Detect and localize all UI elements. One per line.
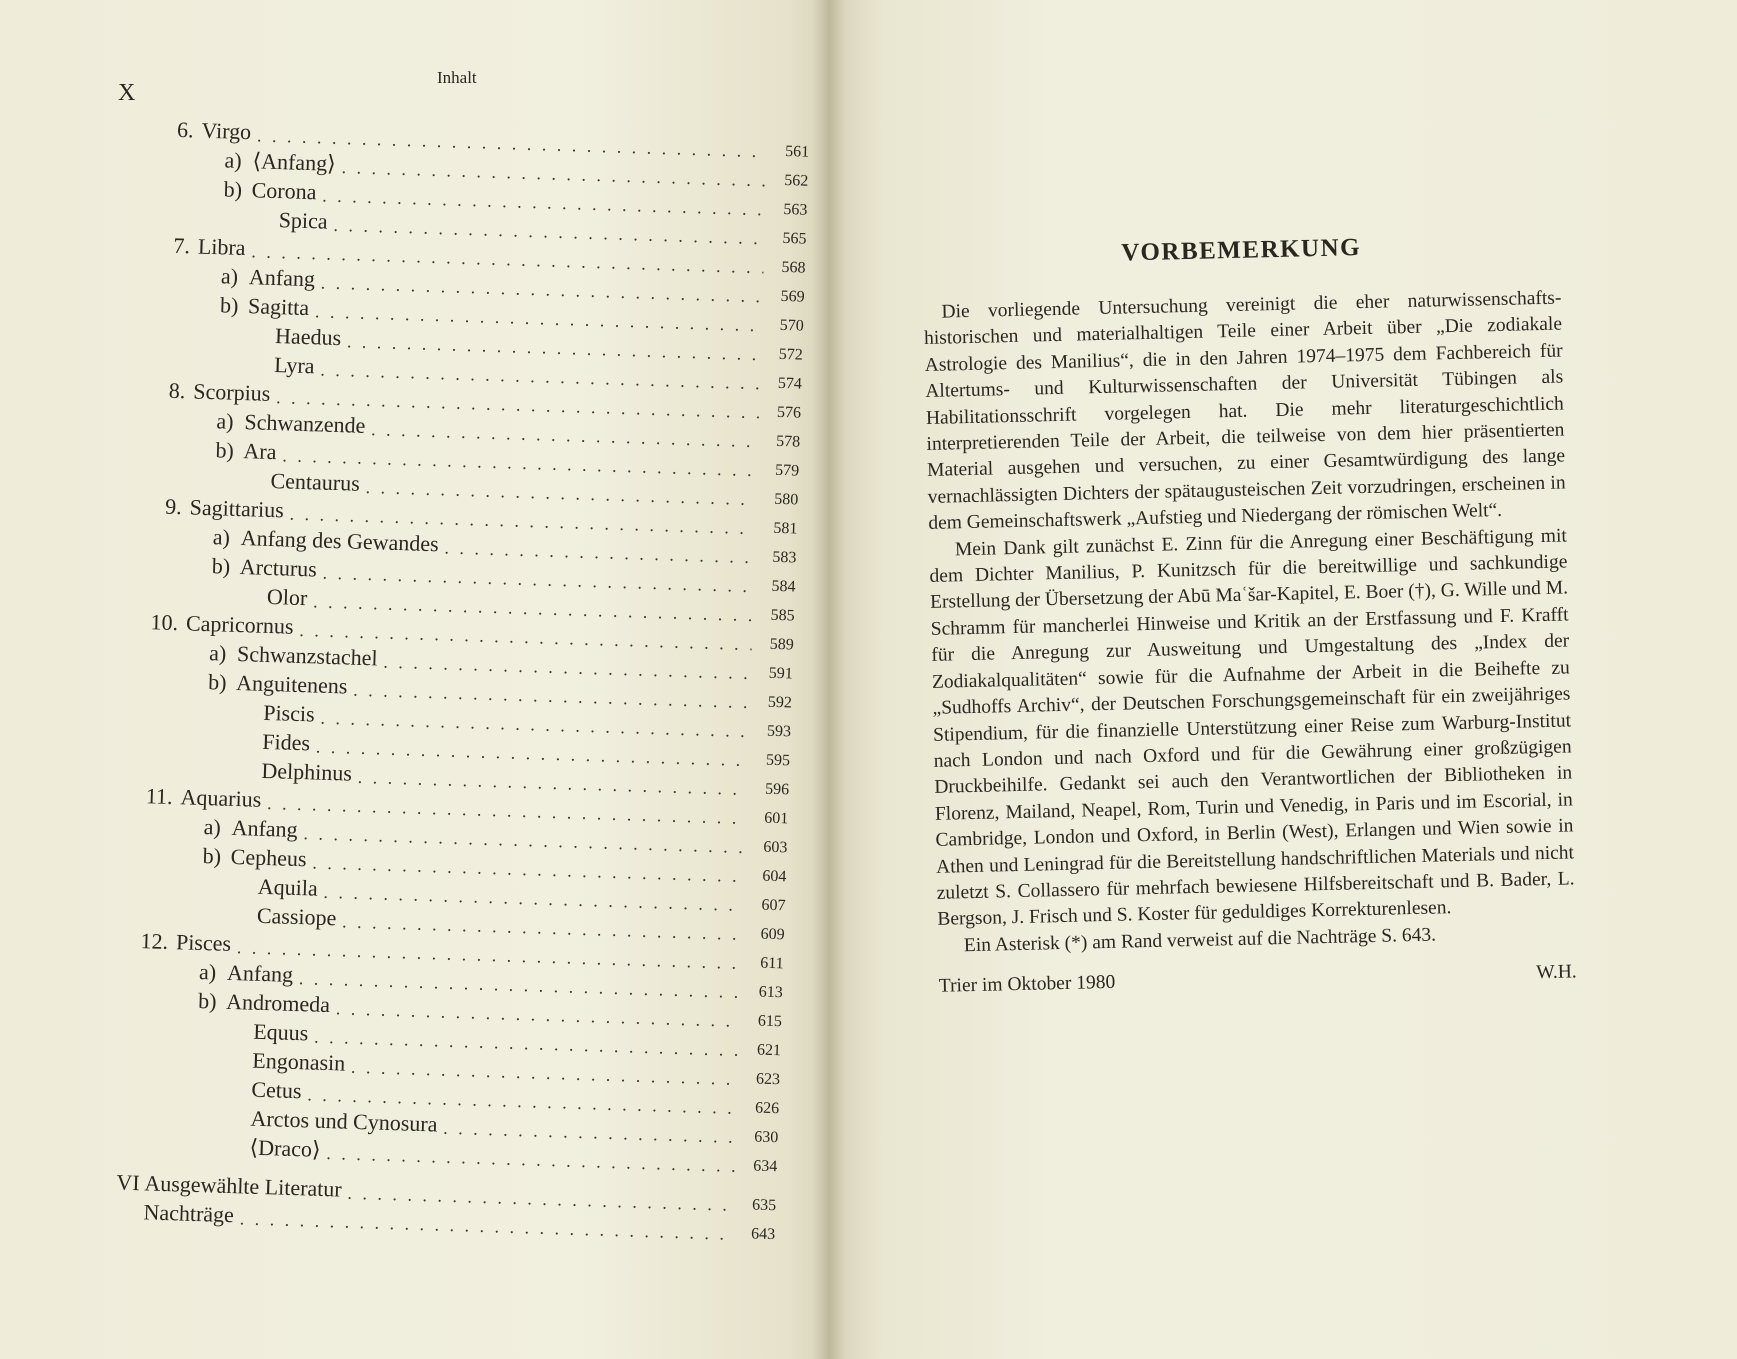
toc-entry-letter — [225, 1038, 253, 1039]
toc-entry-page: 574 — [777, 374, 803, 393]
toc-entry-number — [157, 658, 209, 660]
toc-entry-title: Equus — [252, 1018, 309, 1046]
toc-entry-title: Fides — [262, 728, 311, 756]
toc-entry-number — [195, 341, 247, 343]
toc-entry-number — [187, 601, 239, 603]
toc-entry-page: 583 — [772, 548, 797, 567]
toc-entry-page: 621 — [756, 1041, 782, 1060]
toc-entry-number — [170, 1123, 222, 1125]
toc-entry-letter: a) — [224, 147, 243, 173]
toc-entry-number — [190, 485, 242, 487]
running-head: Inhalt — [437, 68, 477, 87]
toc-entry-letter — [242, 487, 270, 488]
toc-entry-letter — [239, 603, 267, 604]
toc-entry-page: 562 — [784, 171, 809, 190]
toc-entry-number — [171, 1094, 223, 1096]
toc-entry-title: Arcturus — [239, 554, 318, 582]
toc-entry-page: 604 — [762, 867, 787, 886]
book-gutter — [812, 0, 846, 1359]
toc-entry-page: 634 — [753, 1157, 778, 1176]
toc-entry-number: 9. — [164, 493, 183, 520]
toc-entry-page: 585 — [770, 606, 795, 625]
toc-entry-letter — [230, 893, 258, 894]
toc-entry-title: Virgo — [201, 117, 252, 145]
toc-entry-page: 570 — [779, 316, 804, 335]
toc-entry-title: Sagitta — [247, 293, 310, 321]
toc-entry-title: Piscis — [262, 699, 316, 727]
toc-entry-page: 576 — [776, 403, 802, 422]
toc-entry-page: 615 — [757, 1012, 783, 1031]
toc-entry-title: Arctos und Cynosura — [250, 1105, 438, 1137]
toc-entry-page: 593 — [766, 722, 792, 741]
toc-entry-page: 584 — [771, 577, 796, 596]
toc-entry-number — [115, 1218, 143, 1219]
toc-entry-title: Cetus — [251, 1076, 302, 1104]
toc-entry-number — [169, 282, 221, 284]
toc-entry-title: Lyra — [273, 352, 315, 379]
toc-entry-title: ⟨Anfang⟩ — [252, 148, 337, 176]
toc-entry-number — [146, 1006, 198, 1008]
toc-entry-letter — [234, 748, 262, 749]
toc-entry-title: Cassiope — [256, 902, 337, 931]
toc-entry-title: Spica — [278, 207, 329, 234]
toc-entry-title: Engonasin — [252, 1047, 346, 1076]
toc-entry-page: 591 — [768, 664, 794, 683]
toc-entry-number — [172, 166, 224, 168]
toc-entry-title: Pisces — [175, 929, 232, 956]
toc-entry-page: 630 — [753, 1128, 779, 1147]
toc-entry-letter: a) — [198, 958, 217, 985]
toc-entry-title: Haedus — [274, 323, 342, 351]
toc-entry-title: Schwanzende — [244, 409, 366, 438]
toc-entry-title: Aquarius — [180, 784, 262, 812]
toc-entry-title: Capricornus — [185, 610, 294, 639]
toc-entry-number — [169, 1152, 221, 1154]
toc-entry-title: Anfang des Gewandes — [240, 525, 440, 557]
toc-entry-page: 568 — [781, 258, 806, 277]
toc-entry-title: Ausgewählte Literatur — [144, 1170, 343, 1202]
toc-entry-title: Anfang — [226, 959, 294, 987]
preface-paragraph: Die vorliegende Untersuchung vereinigt die eher naturwissenschafts-historischen und materialhaltigen Teile einer Arbeit über „Die zodiakale Astrologie des Manilius“, die in den Jahren 1974–1975 dem Fachbereich für Altertums- und Kulturwissenschaften der Universität Tübingen als Habilitationsschrift vorgelegen hat. Die mehr literaturgeschichtlich interpretierenden Teile der Arbeit, die teilweise von dem hier präsentierten Material ausgehen und versuchen, zu einer Gesamtwürdigung des lange vernachlässigten Dichters der spätaugusteischen Zeit vorzudringen, erscheinen in dem Gemeinschaftswerk „Aufstieg und Niedergang der römischen Welt“. — [923, 287, 1566, 535]
toc-entry-letter: b) — [211, 553, 231, 579]
toc-entry-number — [183, 717, 235, 719]
preface-heading: VORBEMERKUNG — [1121, 234, 1362, 267]
toc-entry-title: Centaurus — [270, 467, 361, 496]
toc-entry-letter — [251, 226, 279, 227]
toc-entry-letter: b) — [197, 987, 217, 1014]
toc-entry-number: 11. — [145, 783, 174, 810]
toc-entry-page: 613 — [758, 983, 784, 1002]
left-page — [0, 0, 828, 1359]
toc-entry-page: 601 — [763, 809, 789, 828]
toc-entry-number — [160, 572, 212, 574]
toc-entry-title: Ara — [243, 438, 277, 465]
toc-entry-title: Libra — [197, 233, 246, 261]
page-number: X — [118, 80, 137, 106]
toc-entry-page: 611 — [760, 954, 784, 973]
toc-entry-page: 578 — [775, 432, 801, 451]
toc-entry-page: 635 — [751, 1196, 777, 1215]
toc-entry-number — [156, 687, 208, 689]
toc-entry-letter — [224, 1067, 252, 1068]
toc-entry-letter — [221, 1154, 249, 1155]
toc-entry-page: 595 — [765, 751, 791, 770]
toc-entry-page: 572 — [778, 345, 804, 364]
toc-entry-title: Aquila — [257, 873, 319, 901]
toc-entry-letter: a) — [212, 524, 231, 550]
toc-entry-number — [161, 543, 213, 545]
toc-entry-title: ⟨Draco⟩ — [249, 1134, 321, 1162]
toc-entry-page: 643 — [750, 1225, 776, 1244]
toc-entry-letter: b) — [219, 292, 239, 318]
toc-entry-title: Scorpius — [192, 378, 271, 406]
toc-entry-letter — [233, 777, 261, 778]
toc-entry-page: 596 — [764, 780, 790, 799]
toc-entry-number: 12. — [140, 928, 169, 954]
toc-entry-number — [172, 1065, 224, 1067]
toc-entry-letter: b) — [202, 843, 222, 869]
toc-entry-title: Olor — [266, 583, 308, 611]
toc-entry-number — [168, 311, 220, 313]
toc-entry-number — [182, 746, 234, 748]
toc-entry-letter: b) — [223, 176, 243, 202]
table-of-contents — [115, 116, 810, 1248]
toc-entry-number: 7. — [173, 232, 191, 259]
toc-entry-number — [151, 832, 203, 834]
toc-entry-letter: a) — [208, 640, 227, 666]
toc-entry-page: 623 — [755, 1070, 781, 1089]
toc-entry-page: 603 — [763, 838, 788, 857]
toc-entry-number: 10. — [150, 609, 179, 636]
toc-entry-page: 580 — [774, 490, 799, 509]
toc-entry-number — [178, 891, 230, 893]
preface-paragraph: Ein Asterisk (*) am Rand verweist auf die Nachträge S. 643. — [963, 924, 1437, 956]
toc-entry-letter: a) — [216, 408, 234, 434]
toc-entry-title: Corona — [251, 177, 317, 205]
toc-entry-title: Anfang — [231, 814, 299, 842]
toc-entry-title: Anfang — [248, 264, 316, 292]
toc-entry-page: 569 — [780, 287, 805, 306]
toc-entry-number — [199, 225, 251, 227]
toc-entry-page: 607 — [761, 896, 786, 915]
toc-entry-letter: b) — [215, 437, 235, 463]
toc-entry-number: VI — [116, 1169, 141, 1196]
preface — [922, 230, 1577, 998]
toc-entry-letter: b) — [207, 669, 227, 695]
toc-entry-letter — [222, 1125, 250, 1126]
toc-entry-title: Sagittarius — [189, 494, 285, 523]
toc-entry-number — [194, 370, 246, 372]
toc-entry-page: 565 — [782, 229, 807, 248]
place-date: Trier im Oktober 1980 — [938, 971, 1116, 997]
toc-entry-number: 6. — [176, 116, 194, 143]
toc-entry-number — [164, 427, 216, 429]
toc-entry-number — [173, 1036, 225, 1038]
toc-entry-letter: a) — [203, 814, 222, 840]
toc-entry-page: 592 — [767, 693, 793, 712]
toc-entry-number — [181, 775, 233, 777]
toc-entry-page: 589 — [769, 635, 794, 654]
toc-entry-page: 579 — [774, 461, 800, 480]
toc-entry-page: 626 — [754, 1099, 780, 1118]
toc-entry-page: 609 — [760, 925, 785, 944]
toc-entry-title: Anguitenens — [235, 669, 348, 699]
toc-entry-letter — [246, 371, 274, 372]
toc-entry-page: 563 — [783, 200, 808, 219]
toc-entry-letter — [223, 1096, 251, 1097]
toc-entry-title: Schwanzstachel — [236, 641, 378, 671]
toc-entry-page: 561 — [784, 142, 810, 161]
toc-entry-title: Andromeda — [225, 988, 331, 1018]
toc-entry-letter — [235, 719, 263, 720]
toc-entry-letter: a) — [220, 263, 239, 289]
toc-entry-number: 8. — [168, 377, 186, 404]
toc-entry-title: Nachträge — [143, 1199, 235, 1228]
toc-entry-letter — [229, 922, 257, 923]
toc-entry-number — [177, 920, 229, 922]
toc-entry-title: Delphinus — [261, 757, 353, 786]
toc-entry-page: 581 — [773, 519, 798, 538]
author-initials: W.H. — [1536, 961, 1577, 984]
toc-entry-number — [151, 861, 203, 863]
preface-paragraph: Mein Dank gilt zunächst E. Zinn für die Anregung einer Beschäftigung mit dem Dichter Manilius, P. Kunitzsch für die bereitwillige und sachkundige Erstellung der Übersetzung der Abū Maʿšar-Kapitel, E. Boer (†), G. Wille und M. Schramm für mancherlei Hinweise und Kritik an der Erstfassung und F. Krafft für die Anregung zur Ausweitung und Umgestaltung des „Index der Zodiakalqualitäten“ sowie für die Aufnahme der Arbeit in die Beihefte zu „Sudhoffs Archiv“, der Deutschen Forschungsgemeinschaft für ein zweijähriges Stipendium, für die finanzielle Unterstützung einer Reise zum Warburg-Institut nach London und nach Oxford und für die Gewährung einer großzügigen Druckbeihilfe. Gedankt sei auch den Verantwortlichen der Bibliotheken in Florenz, Mailand, Neapel, Rom, Turin und Venedig, in Paris und im Escorial, in Cambridge, London und Oxford, in Berlin (West), Erlangen und Wien sowie in Athen und Leningrad für die Bereitstellung handschriftlichen Materials und nicht zuletzt S. Collassero für mehrfach bewiesene Hilfsbereitschaft und B. Bader, L. Bergson, J. Frisch und S. Koster für geduldiges Korrekturenlesen. — [929, 525, 1575, 931]
toc-entry-number — [172, 195, 224, 197]
toc-entry-title: Cepheus — [230, 843, 307, 872]
toc-entry-number — [163, 456, 215, 458]
toc-entry-number — [147, 977, 199, 979]
toc-entry-letter — [247, 342, 275, 343]
